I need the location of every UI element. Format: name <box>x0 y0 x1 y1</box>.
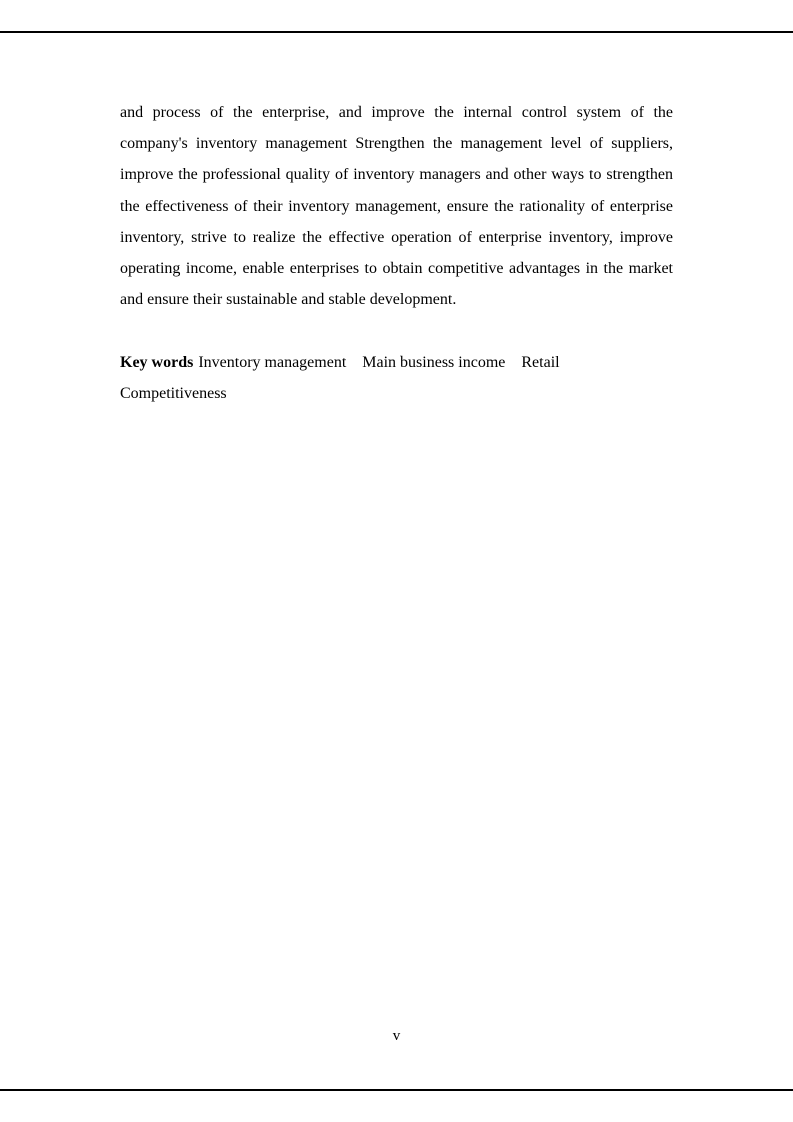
page-number: v <box>392 1028 401 1044</box>
paragraph-line: company's inventory management Strengthen the management level of suppliers, <box>120 135 673 153</box>
abstract-paragraph <box>120 97 673 315</box>
footer-rule <box>0 1089 793 1091</box>
paragraph-line: improve the professional quality of inventory managers and other ways to strengthen <box>120 166 673 184</box>
paragraph-line: inventory, strive to realize the effective operation of enterprise inventory, improve <box>120 228 673 246</box>
paragraph-line: operating income, enable enterprises to obtain competitive advantages in the market <box>120 260 673 278</box>
keyword-item: Retail <box>521 354 560 371</box>
keywords-label: Key words <box>120 354 194 371</box>
keyword-item: Main business income <box>362 354 506 371</box>
paragraph-line: the effectiveness of their inventory management, ensure the rationality of enterprise <box>120 197 673 215</box>
keywords-line <box>120 347 673 378</box>
paragraph-line: and ensure their sustainable and stable development. <box>120 291 457 309</box>
header-rule <box>0 31 793 33</box>
keyword-item: Competitiveness <box>120 385 227 403</box>
keywords-block <box>120 347 673 409</box>
keyword-item: Inventory management <box>198 354 347 371</box>
paragraph-line: and process of the enterprise, and improve the internal control system of the <box>120 104 673 121</box>
